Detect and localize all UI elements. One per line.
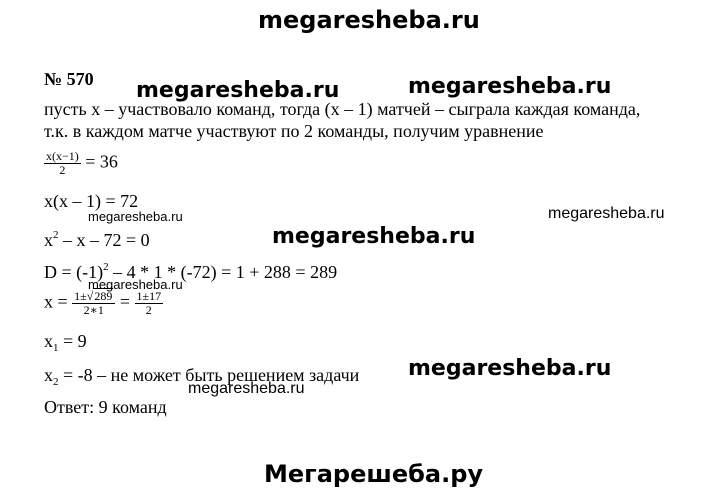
equation-term: = 9 [58, 331, 87, 351]
task-text-line-2: т.к. в каждом матче участвуют по 2 команды, получим уравнение [44, 121, 544, 141]
equation-2: x(x – 1) = 72 [44, 191, 139, 211]
watermark: megaresheba.ru [136, 78, 340, 103]
equation-term: – 4 * 1 * (-72) = 1 + 288 = 289 [108, 262, 338, 282]
watermark: megaresheba.ru [88, 209, 183, 224]
watermark: megaresheba.ru [272, 224, 476, 249]
equation-5 [44, 290, 163, 317]
radicand: 289 [94, 289, 113, 303]
watermark: megaresheba.ru [548, 205, 665, 222]
fraction [135, 290, 164, 317]
watermark: megaresheba.ru [188, 380, 305, 397]
superscript: 2 [53, 229, 59, 241]
fraction [72, 290, 115, 317]
fraction-denominator: 2∗1 [83, 303, 104, 317]
superscript: 2 [103, 261, 109, 273]
footer-site-name: Мегарешеба.ру [264, 460, 484, 488]
equation-3 [44, 224, 150, 251]
fraction [44, 150, 81, 177]
equation-term: x [44, 365, 53, 385]
equals-sign: = [119, 291, 130, 312]
fraction-denominator: 2 [59, 163, 66, 177]
answer: Ответ: 9 команд [44, 397, 167, 417]
equation-lhs: x = [44, 291, 68, 312]
fraction-numerator: 1±17 [136, 289, 162, 303]
equation-term: = -8 – не может быть решением задачи [58, 365, 360, 385]
task-text-line-1: пусть х – участвовало команд, тогда (х – 1) матчей – сыграла каждая команда, [44, 99, 641, 119]
watermark: megaresheba.ru [408, 74, 612, 99]
watermark: megaresheba.ru [88, 277, 183, 292]
equation-6 [44, 330, 87, 359]
equation-term: D = (-1) [44, 262, 104, 282]
numerator-part: 1± [74, 289, 87, 303]
equation-term: – x – 72 = 0 [58, 230, 150, 250]
subscript: 2 [53, 376, 59, 388]
watermark: megaresheba.ru [408, 356, 612, 381]
header-site-name: megaresheba.ru [258, 6, 480, 34]
fraction-denominator: 2 [145, 303, 152, 317]
fraction-numerator [72, 290, 115, 304]
subscript: 1 [53, 342, 59, 354]
fraction-numerator: x(x−1) [46, 149, 79, 163]
equation-1 [44, 150, 118, 177]
equation-rhs: = 36 [85, 151, 118, 172]
equation-term: x [44, 230, 53, 250]
task-number: № 570 [44, 69, 94, 89]
equation-term: x [44, 331, 53, 351]
sqrt-icon: √ [86, 289, 94, 303]
